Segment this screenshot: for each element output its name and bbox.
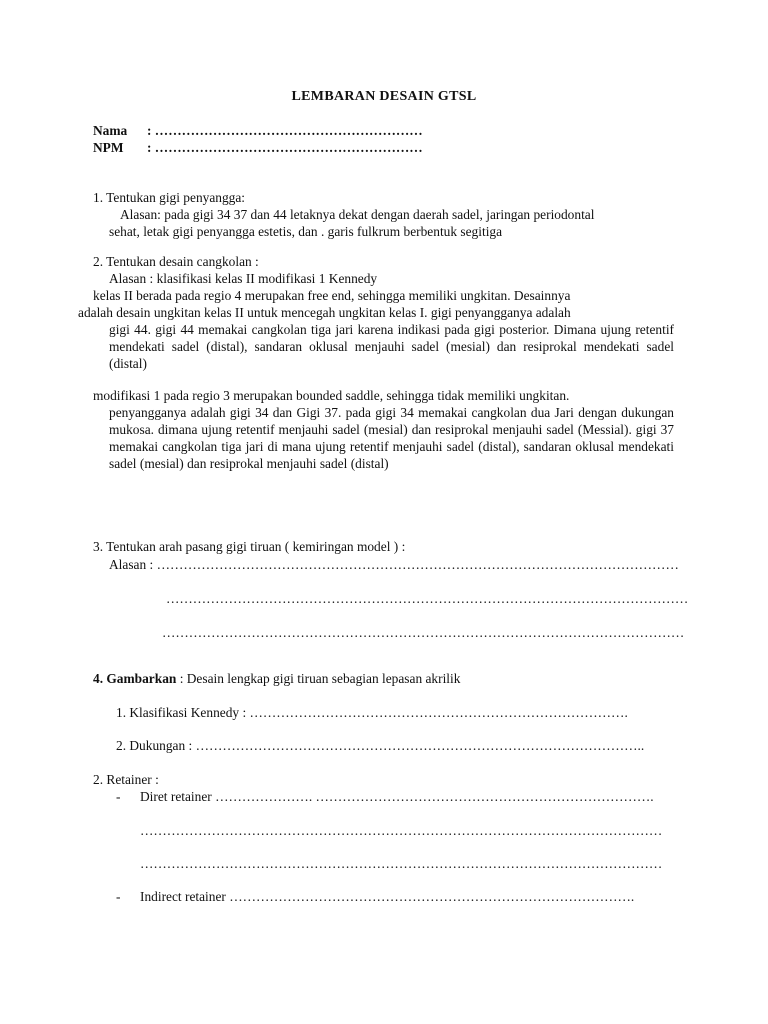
q4-heading: [93, 670, 460, 687]
document-title: LEMBARAN DESAIN GTSL: [291, 89, 477, 104]
retainer-heading: 2. Retainer :: [93, 772, 159, 787]
q2-p1-line-2: adalah desain ungkitan kelas II untuk mencegah ungkitan kelas I. gigi penyangganya adalah: [78, 305, 571, 320]
q2-p2-rest: penyangganya adalah gigi 34 dan Gigi 37. pada gigi 34 memakai cangkolan dua Jari dengan dukungan mukosa. dimana ujung retentif menjauhi sadel (mesial) dan resiprokal menjauhi sadel (Messial). gigi 37 memakai cangkolan tiga jari di mana ujung retentif menjauhi sadel (distal), sandaran oklusal mendekati sadel (mesial) dan resiprokal menjauhi sadel (distal): [109, 405, 674, 471]
q1-line-1: Alasan: pada gigi 34 37 dan 44 letaknya dekat dengan daerah sadel, jaringan periodontal: [120, 207, 595, 222]
q4-heading-bold: 4. Gambarkan: [93, 671, 177, 686]
npm-field: : ……………………………………………………: [147, 140, 423, 155]
nama-label: Nama: [93, 123, 128, 138]
q4-item-2: 2. Dukungan : ………………………………………………………………………………………..: [116, 738, 645, 753]
q1-line-2: sehat, letak gigi penyangga estetis, dan . garis fulkrum berbentuk segitiga: [109, 224, 503, 239]
direct-retainer-dots-1: ………………………………………………………………………………………………………: [140, 823, 663, 838]
indirect-retainer-line: Indirect retainer ……………………………………………………………………………….: [140, 889, 635, 904]
direct-retainer-line: Diret retainer …………………. ………………………………………………………………….: [140, 789, 654, 804]
q2-heading: 2. Tentukan desain cangkolan :: [93, 254, 259, 269]
npm-label: NPM: [93, 140, 124, 155]
q1-heading: 1. Tentukan gigi penyangga:: [93, 190, 246, 205]
q4-item-1: 1. Klasifikasi Kennedy : ………………………………………………………………………….: [116, 705, 628, 720]
q3-dots-1: ………………………………………………………………………………………………………: [166, 591, 689, 606]
direct-retainer-dots-2: ………………………………………………………………………………………………………: [140, 856, 663, 871]
q4-heading-rest: : Desain lengkap gigi tiruan sebagian lepasan akrilik: [176, 671, 461, 686]
q3-dots-2: ………………………………………………………………………………………………………: [162, 625, 685, 640]
q3-heading: 3. Tentukan arah pasang gigi tiruan ( kemiringan model ) :: [93, 539, 406, 554]
q3-alasan: Alasan : ………………………………………………………………………………………………………: [109, 557, 679, 572]
nama-field: : ……………………………………………………: [147, 123, 423, 138]
q2-p1-line-1: kelas II berada pada regio 4 merupakan free end, sehingga memiliki ungkitan. Desainnya: [93, 288, 571, 303]
q2-alasan: Alasan : klasifikasi kelas II modifikasi 1 Kennedy: [109, 271, 378, 286]
q2-p1-rest: gigi 44. gigi 44 memakai cangkolan tiga jari karena indikasi pada gigi posterior. Dimana ujung retentif mendekati sadel (distal), sandaran oklusal menjauhi sadel (mesial) dan resiprokal mendekati sadel (distal): [109, 322, 674, 371]
direct-retainer-bullet: -: [116, 789, 121, 804]
q2-p2-line-1: modifikasi 1 pada regio 3 merupakan bounded saddle, sehingga tidak memiliki ungkitan.: [93, 388, 570, 403]
indirect-retainer-bullet: -: [116, 889, 121, 904]
